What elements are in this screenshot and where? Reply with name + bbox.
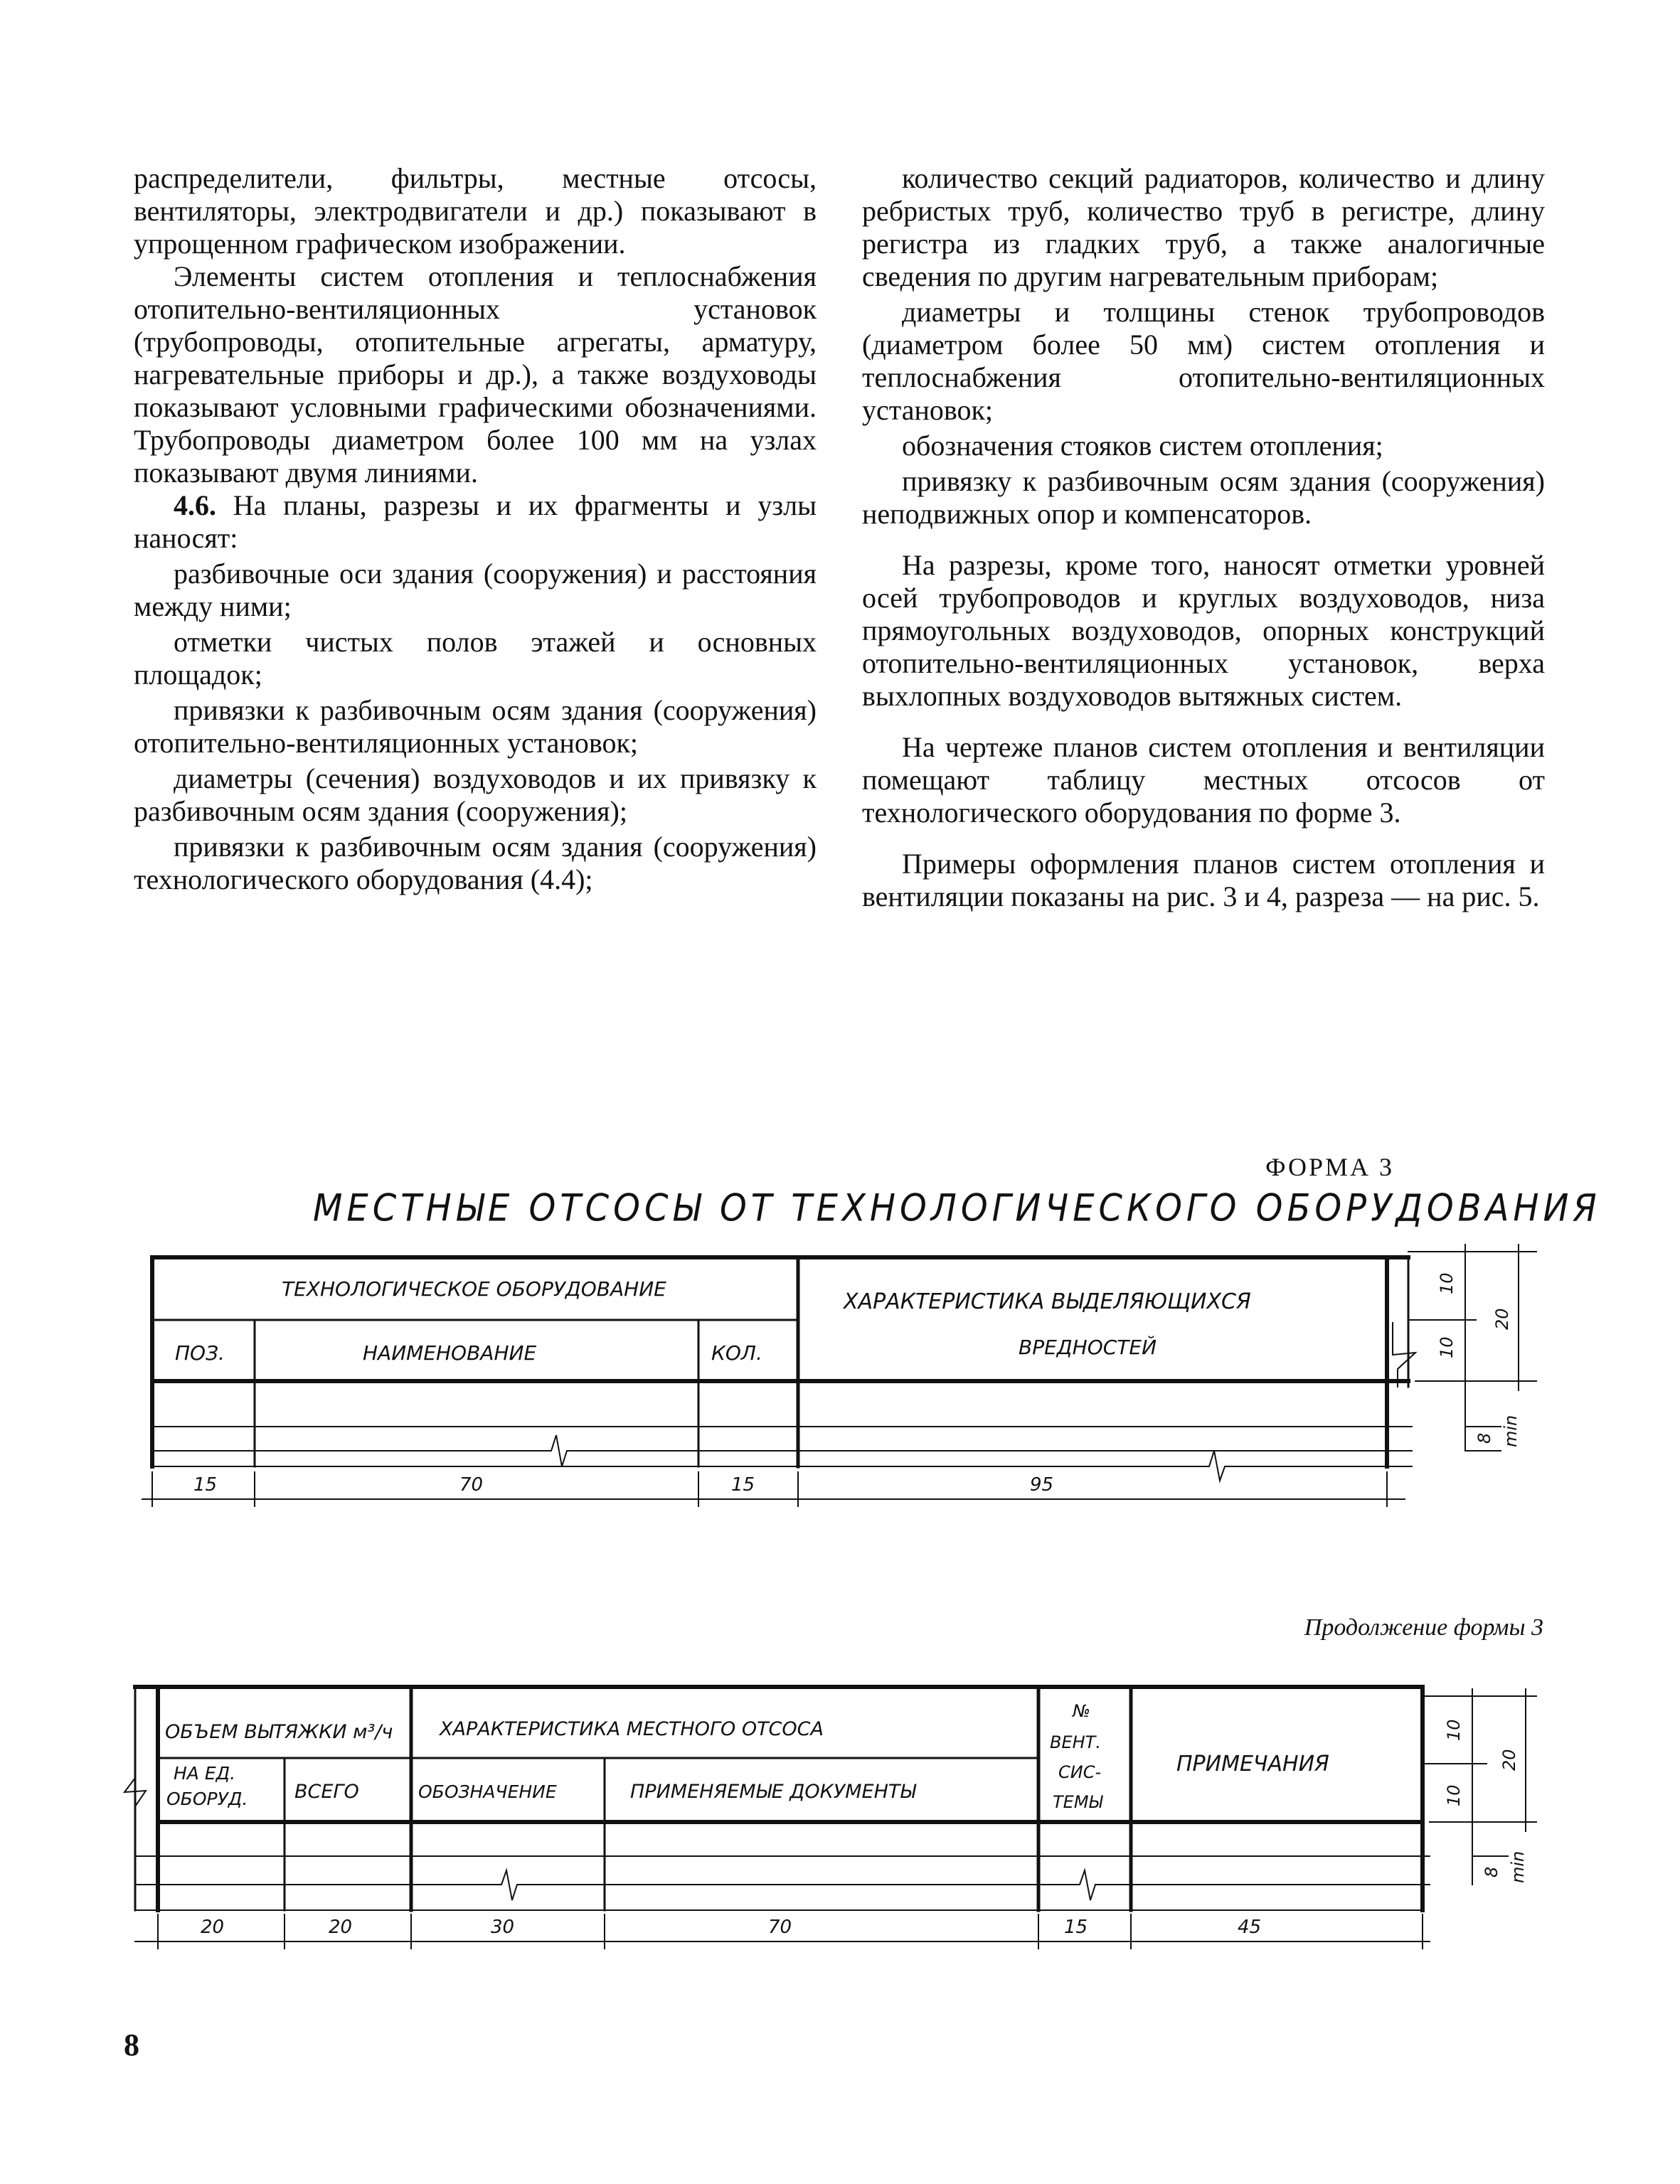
col-header-sys-line3: СИС-: [1058, 1762, 1102, 1782]
col-header-char-line2: ВРЕДНОСТЕЙ: [1019, 1336, 1157, 1359]
dim-label: 70: [459, 1474, 484, 1496]
clause-number: 4.6.: [174, 489, 216, 521]
group-header-char: ХАРАКТЕРИСТИКА МЕСТНОГО ОТСОСА: [440, 1718, 824, 1740]
col-header-sys-line4: ТЕМЫ: [1053, 1792, 1103, 1812]
paragraph-examples: Примеры оформления планов систем отопления и вентиляции показаны на рис. 3 и 4, разреза — на рис. 5.: [862, 848, 1545, 912]
list-item: диаметры (сечения) воздуховодов и их привязку к разбивочным осям здания (сооружения);: [134, 762, 817, 827]
dim-label: 70: [768, 1917, 792, 1938]
list-item: отметки чистых полов этажей и основных площадок;: [134, 626, 817, 691]
list-item: количество секций радиаторов, количество и длину ребристых труб, количество труб в регистре, длину регистра из гладких труб, а также аналогичные сведения по другим нагревательным приборам;: [862, 162, 1545, 292]
row-dim-label: min: [1501, 1415, 1521, 1447]
list-item: привязки к разбивочным осям здания (сооружения) отопительно-вентиляционных установок;: [134, 694, 817, 759]
clause-text: На планы, разрезы и их фрагменты и узлы наносят:: [134, 489, 817, 554]
col-header-per-unit-line2: ОБОРУД.: [166, 1789, 248, 1809]
dim-label: 30: [491, 1917, 515, 1938]
dim-label: 45: [1238, 1917, 1262, 1938]
row-dim-label: 10: [1444, 1719, 1464, 1741]
col-header-char-line1: ХАРАКТЕРИСТИКА ВЫДЕЛЯЮЩИХСЯ: [844, 1289, 1251, 1314]
dim-label: 95: [1030, 1474, 1054, 1496]
col-header-docs: ПРИМЕНЯЕМЫЕ ДОКУМЕНТЫ: [630, 1781, 916, 1803]
col-header-pos: ПОЗ.: [175, 1341, 225, 1365]
col-header-designation: ОБОЗНАЧЕНИЕ: [418, 1781, 557, 1802]
row-dim-label: 20: [1492, 1308, 1512, 1330]
col-header-per-unit-line1: НА ЕД.: [174, 1763, 236, 1784]
row-dim-label: min: [1508, 1850, 1528, 1883]
dim-label: 15: [193, 1474, 218, 1496]
continuation-label: Продолжение формы 3: [1304, 1614, 1543, 1641]
col-header-notes: ПРИМЕЧАНИЯ: [1176, 1752, 1329, 1777]
list-item: привязку к разбивочным осям здания (сооружения) неподвижных опор и компенсаторов.: [862, 465, 1545, 530]
dim-label: 15: [731, 1474, 755, 1496]
col-header-total: ВСЕГО: [294, 1781, 359, 1803]
col-header-sys-line2: ВЕНТ.: [1050, 1732, 1101, 1752]
col-header-qty: КОЛ.: [711, 1341, 762, 1365]
paragraph-sections: На разрезы, кроме того, наносят отметки уровней осей трубопроводов и круглых воздуховодов, низа прямоугольных воздуховодов, опорных конструкций отопительно-вентиляционных установок, верха выхлопных воздуховодов вытяжных систем.: [862, 549, 1545, 712]
list-item: привязки к разбивочным осям здания (сооружения) технологического оборудования (4.4);: [134, 831, 817, 895]
dim-label: 20: [201, 1917, 225, 1938]
paragraph-continuation: распределители, фильтры, местные отсосы, вентиляторы, электродвигатели и др.) показывают в упрощенном графическом изображении.: [134, 162, 817, 260]
row-dim-label: 8: [1474, 1432, 1494, 1444]
row-dim-label: 8: [1482, 1866, 1501, 1877]
group-header-volume: ОБЪЕМ ВЫТЯЖКИ м³/ч: [165, 1721, 393, 1743]
page-number: 8: [124, 2028, 139, 2062]
list-item: обозначения стояков систем отопления;: [902, 430, 1383, 462]
list-item: разбивочные оси здания (сооружения) и расстояния между ними;: [134, 558, 817, 622]
row-dim-label: 10: [1437, 1272, 1457, 1294]
group-header-tech-equipment: ТЕХНОЛОГИЧЕСКОЕ ОБОРУДОВАНИЕ: [282, 1277, 666, 1301]
form-label: ФОРМА 3: [1265, 1153, 1394, 1181]
dim-label: 20: [329, 1917, 353, 1938]
paragraph-table: На чертеже планов систем отопления и вентиляции помещают таблицу местных отсосов от технологического оборудования по форме 3.: [862, 731, 1545, 829]
list-item: диаметры и толщины стенок трубопроводов (диаметром более 50 мм) систем отопления и теплоснабжения отопительно-вентиляционных установок;: [862, 296, 1545, 426]
form-title: МЕСТНЫЕ ОТСОСЫ ОТ ТЕХНОЛОГИЧЕСКОГО ОБОРУДОВАНИЯ: [313, 1186, 1601, 1230]
row-dim-label: 10: [1437, 1336, 1457, 1358]
col-header-sys-line1: №: [1073, 1701, 1090, 1721]
dim-label: 15: [1064, 1917, 1088, 1938]
row-dim-label: 20: [1499, 1749, 1519, 1771]
paragraph-elements: Элементы систем отопления и теплоснабжения отопительно-вентиляционных установок (трубопроводы, отопительные агрегаты, арматуру, нагревательные приборы и др.), а также воздуховоды показывают условными графическими обозначениями. Трубопроводы диаметром более 100 мм на узлах показывают двумя линиями.: [134, 260, 817, 489]
col-header-name: НАИМЕНОВАНИЕ: [363, 1341, 537, 1365]
row-dim-label: 10: [1444, 1784, 1464, 1806]
